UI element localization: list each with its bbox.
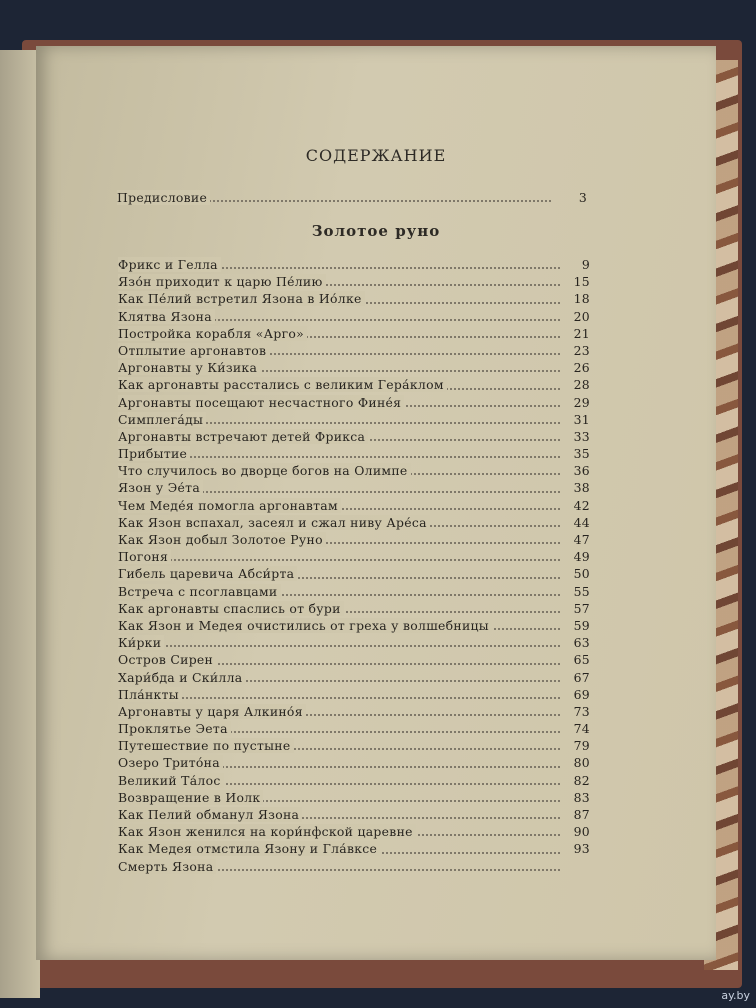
- toc-entry: [118, 720, 590, 737]
- toc-entry: [118, 325, 590, 342]
- toc-entry-page: 29: [573, 394, 590, 410]
- toc-entry-label: Симплега́ды: [118, 412, 206, 427]
- toc-preface-label: Предисловие: [117, 190, 210, 205]
- toc-entry-label: Возвращение в Иолк: [118, 790, 263, 805]
- toc-leader-dots: [118, 696, 560, 699]
- toc-entry-label: Проклятье Эета: [118, 721, 231, 736]
- toc-entry: [118, 394, 590, 411]
- toc-entry-label: Аргонавты встречают детей Фрикса: [118, 429, 368, 444]
- toc-entry-label: Ки́рки: [118, 635, 164, 650]
- toc-entry-page: 26: [573, 360, 590, 376]
- toc-entry-page: 67: [573, 669, 590, 685]
- toc-entry-page: 49: [573, 549, 590, 565]
- toc-entry: [118, 565, 590, 582]
- toc-entry: [118, 256, 590, 273]
- toc-entry-label: Аргонавты у Ки́зика: [118, 360, 260, 375]
- toc-entry-page: 50: [573, 566, 590, 582]
- toc-entry: [118, 479, 590, 496]
- toc-entry-label: Как Медея отмстила Язону и Гла́вксе: [118, 841, 380, 856]
- toc-entry-label: Чем Меде́я помогла аргонавтам: [118, 498, 341, 513]
- toc-entry-label: Остров Сирен: [118, 652, 216, 667]
- toc-entry-page: 82: [573, 772, 590, 788]
- toc-entry-label: Аргонавты у царя Алкино́я: [118, 704, 306, 719]
- toc-entry-label: Как Язон и Медея очистились от греха у волшебницы: [118, 618, 492, 633]
- toc-entry: [118, 754, 590, 771]
- toc-entry-page: 47: [573, 532, 590, 547]
- toc-entry-label: Как Пе́лий встретил Язона в Ио́лке: [118, 291, 365, 306]
- toc-entry-page: 9: [581, 257, 590, 272]
- toc-entry-page: 20: [573, 308, 590, 324]
- toc-entry: [118, 342, 590, 359]
- toc-entry: [118, 772, 590, 789]
- toc-entry: [118, 514, 590, 531]
- toc-entry: [118, 840, 590, 857]
- toc-entry-label: Клятва Язона: [118, 309, 215, 324]
- toc-entry: [118, 308, 590, 325]
- toc-entry-page: 55: [573, 583, 590, 599]
- toc-entry-label: Как Пелий обманул Язона: [118, 807, 302, 822]
- toc-entry-page: 74: [573, 721, 590, 737]
- toc-entry: [118, 686, 590, 703]
- toc-entry-label: Великий Та́лос: [118, 773, 224, 788]
- toc-entry-label: Что случилось во дворце богов на Олимпе: [118, 463, 411, 478]
- toc-entry-page: 33: [573, 428, 590, 444]
- toc-leader-dots: [118, 558, 560, 561]
- watermark: ay.by: [721, 989, 750, 1002]
- toc-preface: [117, 189, 587, 206]
- toc-entry-label: Пла́нкты: [118, 687, 182, 702]
- toc-entry-label: Озеро Трито́на: [118, 755, 223, 770]
- toc-entry-label: Погоня: [118, 549, 171, 564]
- toc-entry: [118, 290, 590, 307]
- toc-entry-label: Отплытие аргонавтов: [118, 343, 269, 358]
- toc-entry-page: 57: [573, 600, 590, 616]
- toc-entry: [118, 806, 590, 823]
- toc-entry-label: Язо́н приходит к царю Пе́лию: [118, 274, 326, 289]
- toc-entry: [118, 497, 590, 514]
- toc-entry: [118, 531, 590, 548]
- toc-entry-page: 28: [573, 377, 590, 393]
- toc-entry-page: 90: [573, 824, 590, 840]
- toc-entry: [118, 858, 590, 875]
- toc-entry-label: Как аргонавты спаслись от бури: [118, 601, 344, 616]
- book-page: [36, 46, 716, 960]
- toc-entry-label: Как Язон добыл Золотое Руно: [118, 532, 326, 547]
- toc-entry-page: 87: [573, 807, 590, 822]
- toc-entry-label: Язон у Эе́та: [118, 480, 203, 495]
- toc-entry: [118, 411, 590, 428]
- toc-entry: [118, 634, 590, 651]
- toc-entry-page: 36: [573, 463, 590, 479]
- toc-entry-label: Путешествие по пустыне: [118, 738, 294, 753]
- toc-entry-label: Смерть Язона: [118, 859, 216, 874]
- toc-list: [118, 256, 590, 875]
- toc-entry: [118, 737, 590, 754]
- toc-entry-page: 93: [573, 841, 590, 857]
- toc-entry-label: Встреча с псоглавцами: [118, 584, 281, 599]
- toc-preface-page: 3: [578, 190, 587, 205]
- toc-entry-page: 65: [573, 652, 590, 668]
- toc-entry-page: 79: [573, 738, 590, 754]
- toc-entry-label: Как Язон женился на кори́нфской царевне: [118, 824, 416, 839]
- toc-entry: [118, 376, 590, 393]
- toc-entry: [118, 428, 590, 445]
- toc-entry: [118, 669, 590, 686]
- toc-entry-page: 18: [573, 291, 590, 307]
- toc-entry-page: 69: [573, 686, 590, 702]
- toc-entry-label: Гибель царевича Абси́рта: [118, 566, 297, 581]
- left-page-edge: [0, 50, 40, 998]
- toc-entry-page: 15: [573, 274, 590, 290]
- toc-entry: [118, 548, 590, 565]
- toc-entry-page: 35: [573, 446, 590, 462]
- toc-entry-page: 44: [573, 514, 590, 530]
- page-title: СОДЕРЖАНИЕ: [305, 146, 447, 165]
- toc-entry-page: 80: [573, 755, 590, 771]
- toc-entry: [118, 823, 590, 840]
- toc-entry: [118, 789, 590, 806]
- toc-entry-label: Хари́бда и Ски́лла: [118, 670, 245, 685]
- toc-entry-label: Как Язон вспахал, засеял и сжал ниву Аре́са: [118, 515, 430, 530]
- toc-entry-label: Аргонавты посещают несчастного Фине́я: [118, 395, 404, 410]
- toc-entry-label: Постройка корабля «Арго»: [118, 326, 307, 341]
- toc-entry-page: 73: [573, 703, 590, 719]
- toc-entry-page: 59: [573, 617, 590, 633]
- toc-entry-page: 83: [573, 789, 590, 805]
- toc-entry-page: 38: [573, 480, 590, 496]
- toc-leader-dots: [118, 644, 560, 647]
- toc-entry-page: 23: [573, 342, 590, 358]
- toc-entry-page: 63: [573, 635, 590, 651]
- toc-entry: [118, 583, 590, 600]
- toc-entry: [118, 273, 590, 290]
- toc-entry: [118, 703, 590, 720]
- section-title: Золотое руно: [311, 222, 441, 240]
- toc-entry: [118, 651, 590, 668]
- toc-entry: [118, 617, 590, 634]
- toc-entry-page: 21: [573, 325, 590, 341]
- toc-entry: [118, 359, 590, 376]
- toc-entry-label: Фрикс и Гелла: [118, 257, 221, 272]
- toc-entry-label: Прибытие: [118, 446, 190, 461]
- toc-entry: [118, 445, 590, 462]
- toc-entry-label: Как аргонавты расстались с великим Гера́клом: [118, 377, 447, 392]
- toc-entry-page: 31: [573, 411, 590, 427]
- toc-entry: [118, 462, 590, 479]
- toc-entry: [118, 600, 590, 617]
- toc-entry-page: 42: [573, 497, 590, 513]
